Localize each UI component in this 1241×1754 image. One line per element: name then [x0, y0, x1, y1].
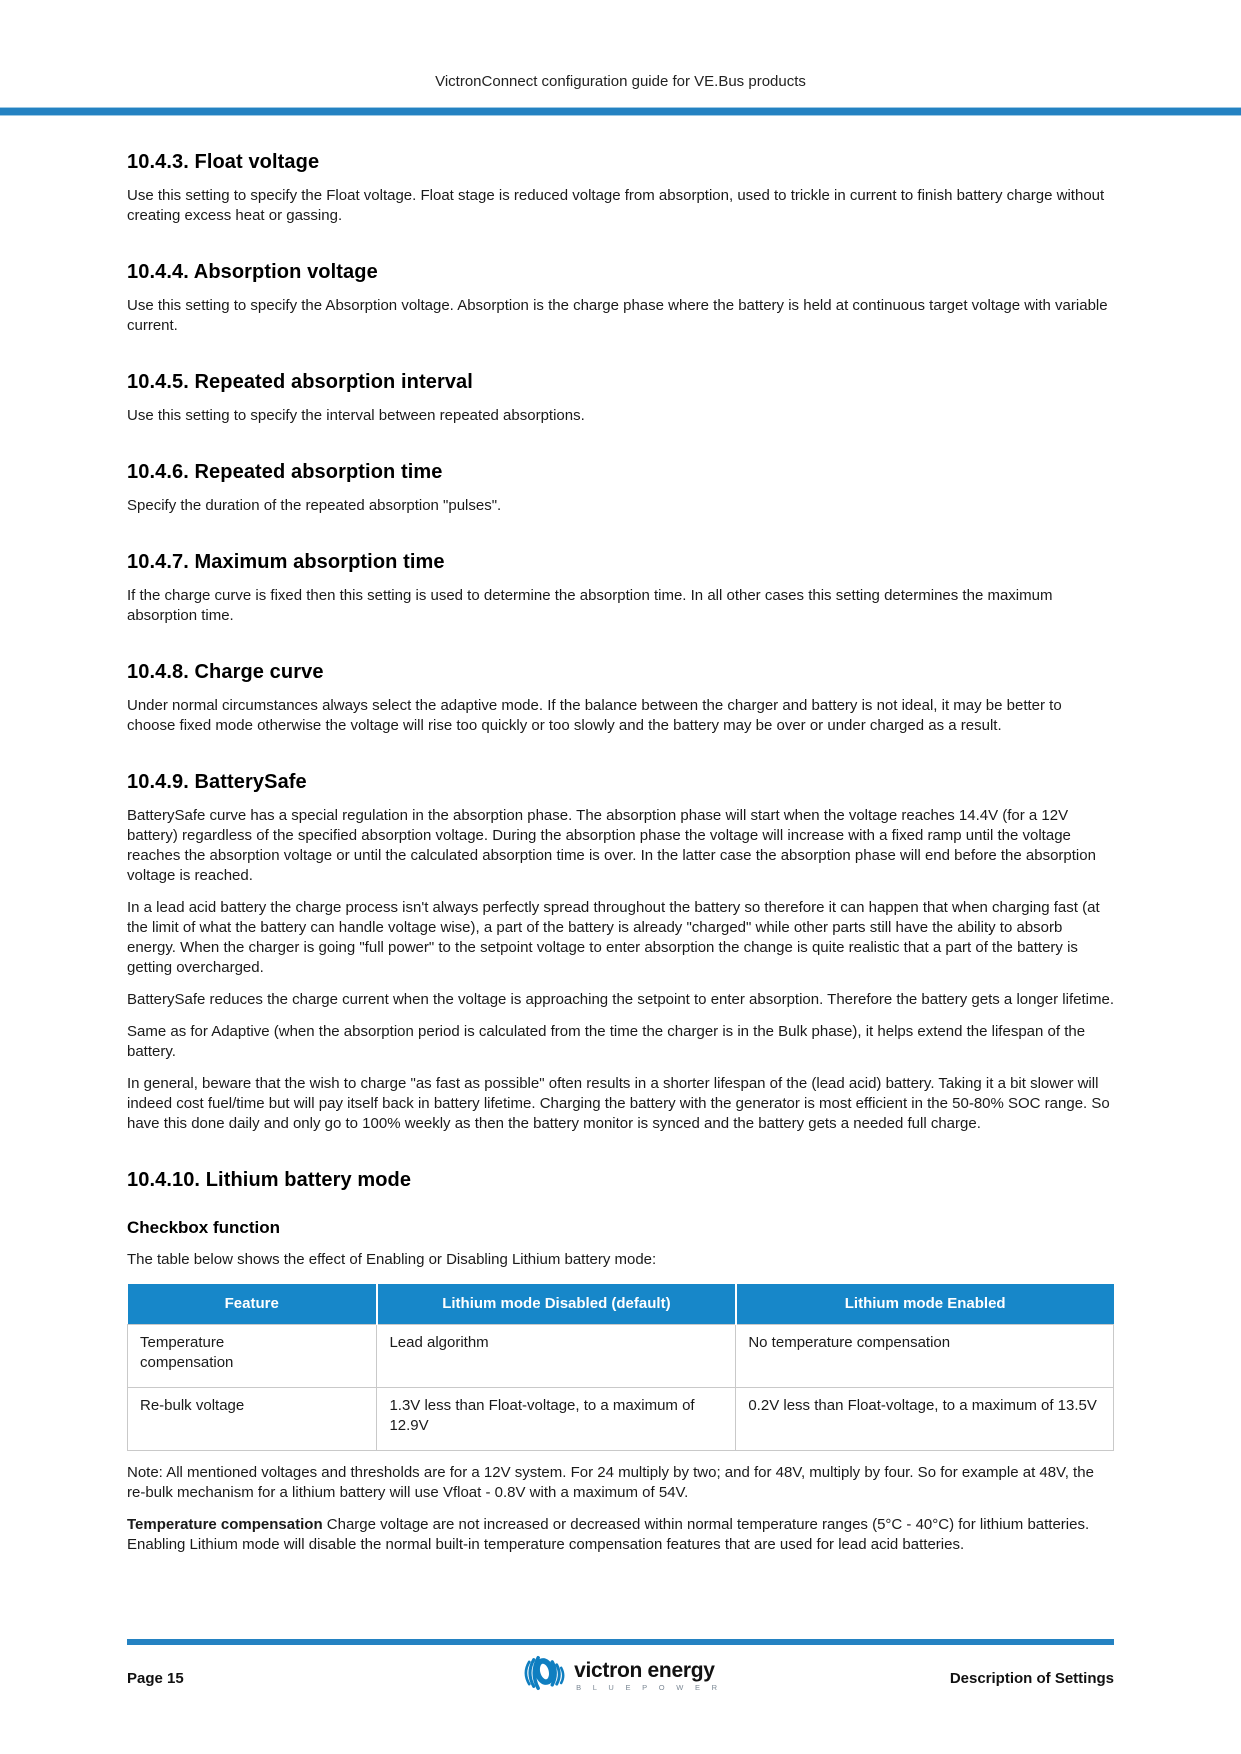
column-header-disabled: Lithium mode Disabled (default)	[377, 1284, 736, 1325]
page-content	[127, 150, 1114, 1555]
lithium-mode-table	[127, 1284, 1114, 1451]
table-row	[128, 1325, 1114, 1388]
table-header-row	[128, 1284, 1114, 1325]
table-intro-text: The table below shows the effect of Enabling or Disabling Lithium battery mode:	[127, 1251, 657, 1268]
section-repeated-absorption-interval	[127, 370, 1114, 426]
victron-energy-logo	[519, 1654, 722, 1697]
temperature-compensation-paragraph	[127, 1515, 1114, 1555]
logo-wordmark: victron energy	[574, 1658, 715, 1682]
section-float-voltage	[127, 150, 1114, 226]
section-heading: 10.4.7. Maximum absorption time	[127, 551, 445, 573]
page-footer	[127, 1652, 1114, 1704]
section-repeated-absorption-time	[127, 460, 1114, 516]
section-heading: 10.4.3. Float voltage	[127, 151, 320, 173]
table-cell: No temperature compensation	[736, 1325, 1114, 1388]
section-absorption-voltage	[127, 260, 1114, 336]
section-paragraph: Same as for Adaptive (when the absorption period is calculated from the time the charger is in the Bulk phase), it helps extend the lifespan of the battery.	[127, 1023, 1086, 1060]
section-paragraph: In a lead acid battery the charge process isn't always perfectly spread throughout the battery so therefore it can happen that when charging fast (at the limit of what the battery can handle voltage wise), a part of the battery is already "charged" while other parts still have the ability to absorb energy. When the charger is going "full power" to the setpoint voltage to enter absorption the change is quite realistic that a part of the battery is getting overcharged.	[127, 899, 1100, 976]
section-maximum-absorption-time	[127, 550, 1114, 626]
section-paragraph: If the charge curve is fixed then this setting is used to determine the absorption time. In all other cases this setting determines the maximum absorption time.	[127, 587, 1053, 624]
section-paragraph: BatterySafe reduces the charge current when the voltage is approaching the setpoint to enter absorption. Therefore the battery gets a longer lifetime.	[127, 991, 1114, 1008]
table-cell: 1.3V less than Float-voltage, to a maximum of 12.9V	[377, 1388, 736, 1451]
section-heading: 10.4.4. Absorption voltage	[127, 261, 378, 283]
section-batterysafe	[127, 770, 1114, 1134]
temperature-compensation-lead: Temperature compensation	[127, 1516, 323, 1533]
table-cell: Re-bulk voltage	[128, 1388, 377, 1451]
column-header-feature: Feature	[128, 1284, 377, 1325]
section-lithium-battery-mode	[127, 1168, 1114, 1555]
section-paragraph: Use this setting to specify the Float voltage. Float stage is reduced voltage from absorption, used to trickle in current to finish battery charge without creating excess heat or gassing.	[127, 187, 1105, 224]
section-paragraph: BatterySafe curve has a special regulation in the absorption phase. The absorption phase will start when the voltage reaches 14.4V (for a 12V battery) regardless of the specified absorption voltage. During the absorption phase the voltage will increase with a fixed ramp until the voltage reaches the absorption voltage or until the calculated absorption time is over. In the latter case the absorption phase will end before the absorption voltage is reached.	[127, 807, 1096, 884]
table-row	[128, 1388, 1114, 1451]
section-heading: 10.4.10. Lithium battery mode	[127, 1169, 412, 1191]
temperature-compensation-body: Charge voltage are not increased or decreased within normal temperature ranges (5°C - 40°C) for lithium batteries. Enabling Lithium mode will disable the normal built-in temperature compensation features that are used for lead acid batteries.	[127, 1516, 1090, 1553]
section-charge-curve	[127, 660, 1114, 736]
document-title: VictronConnect configuration guide for VE.Bus products	[435, 73, 806, 90]
section-heading: 10.4.5. Repeated absorption interval	[127, 371, 473, 393]
table-cell: Lead algorithm	[377, 1325, 736, 1388]
footer-divider	[127, 1639, 1114, 1645]
victron-swirl-icon	[519, 1654, 565, 1697]
section-heading: 10.4.8. Charge curve	[127, 661, 324, 683]
header-divider	[0, 107, 1241, 116]
page-header	[0, 0, 1241, 90]
section-paragraph: Under normal circumstances always select the adaptive mode. If the balance between the charger and battery is not ideal, it may be better to choose fixed mode otherwise the voltage will rise too quickly or too slowly and the battery may be over or under charged as a result.	[127, 697, 1062, 734]
section-paragraph: Use this setting to specify the interval between repeated absorptions.	[127, 407, 585, 424]
section-paragraph: In general, beware that the wish to charge "as fast as possible" often results in a shorter lifespan of the (lead acid) battery. Taking it a bit slower will indeed cost fuel/time but will pay itself back in battery lifetime. Charging the battery with the generator is most efficient in the 50-80% SOC range. So have this done daily and only go to 100% weekly as then the battery monitor is synced and the battery gets a needed full charge.	[127, 1075, 1110, 1132]
column-header-enabled: Lithium mode Enabled	[736, 1284, 1114, 1325]
checkbox-function-subheading: Checkbox function	[127, 1218, 281, 1237]
footer-section-title: Description of Settings	[949, 1669, 1114, 1687]
voltage-note-paragraph: Note: All mentioned voltages and thresholds are for a 12V system. For 24 multiply by two; and for 48V, multiply by four. So for example at 48V, the re-bulk mechanism for a lithium battery will use Vfloat - 0.8V with a maximum of 54V.	[127, 1464, 1094, 1501]
section-heading: 10.4.6. Repeated absorption time	[127, 461, 443, 483]
section-heading: 10.4.9. BatterySafe	[127, 771, 307, 793]
page-number: Page 15	[127, 1669, 184, 1687]
logo-text	[574, 1660, 722, 1692]
logo-subtext: B L U E P O W E R	[576, 1682, 722, 1692]
section-paragraph: Specify the duration of the repeated absorption "pulses".	[127, 497, 502, 514]
section-paragraph: Use this setting to specify the Absorption voltage. Absorption is the charge phase where the battery is held at continuous target voltage with variable current.	[127, 297, 1108, 334]
table-cell: Temperature compensation	[128, 1325, 377, 1388]
table-cell: 0.2V less than Float-voltage, to a maximum of 13.5V	[736, 1388, 1114, 1451]
